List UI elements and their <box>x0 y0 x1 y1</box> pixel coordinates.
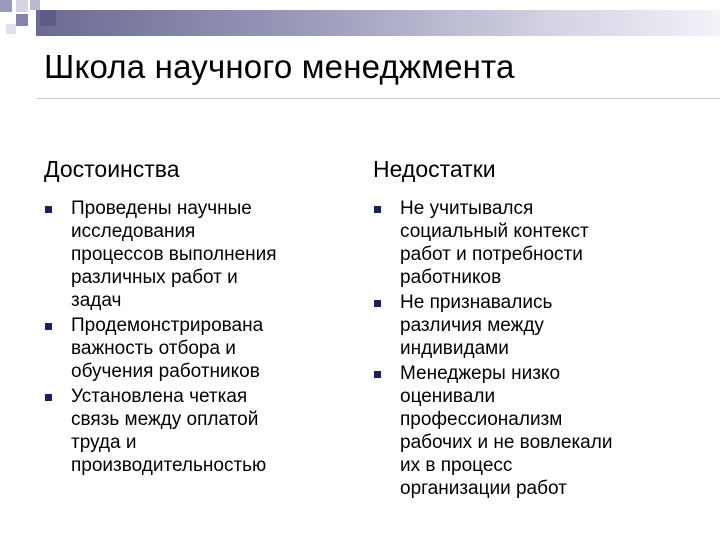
disadvantages-item-3-line-3: профессионализм <box>400 409 563 430</box>
square-bullet-icon <box>45 394 52 401</box>
advantages-heading: Достоинства <box>44 156 180 182</box>
advantages-item-3-line-1: Установлена четкая <box>71 386 248 407</box>
advantages-item-2 <box>44 314 344 383</box>
advantages-list <box>44 197 344 477</box>
disadvantages-item-3-line-4: рабочих и не вовлекали <box>400 432 613 453</box>
disadvantages-item-3-line-2: оценивали <box>400 386 496 407</box>
advantages-item-2-line-2: важность отбора и <box>71 338 236 359</box>
disadvantages-item-1-line-4: работников <box>400 267 502 288</box>
advantages-item-1-line-5: задач <box>71 290 122 311</box>
disadvantages-item-2-line-2: различия между <box>400 315 544 336</box>
disadvantages-item-3-line-1: Менеджеры низко <box>400 363 561 384</box>
square-bullet-icon <box>374 371 381 378</box>
square-bullet-icon <box>45 323 52 330</box>
advantages-item-1 <box>44 197 344 312</box>
disadvantages-heading: Недостатки <box>373 156 496 182</box>
advantages-column <box>44 156 344 479</box>
advantages-item-3-line-3: труда и <box>71 432 137 453</box>
disadvantages-item-1-line-2: социальный контекст <box>400 221 589 242</box>
advantages-item-1-line-3: процессов выполнения <box>71 244 277 265</box>
disadvantages-item-2-line-3: индивидами <box>400 338 509 359</box>
disadvantages-item-1-line-3: работ и потребности <box>400 244 583 265</box>
disadvantages-item-3-line-6: организации работ <box>400 478 567 499</box>
disadvantages-item-3-line-5: их в процесс <box>400 455 513 476</box>
advantages-item-3 <box>44 385 344 477</box>
disadvantages-item-2-line-1: Не признавались <box>400 292 553 313</box>
square-bullet-icon <box>45 206 52 213</box>
square-bullet-icon <box>374 206 381 213</box>
slide-title: Школа научного менеджмента <box>44 48 515 85</box>
disadvantages-item-1-line-1: Не учитывался <box>400 198 534 219</box>
disadvantages-item-3 <box>373 362 703 500</box>
square-bullet-icon <box>374 300 381 307</box>
advantages-item-2-line-1: Продемонстрирована <box>71 315 264 336</box>
title-divider <box>36 98 720 99</box>
advantages-item-1-line-4: различных работ и <box>71 267 238 288</box>
advantages-item-1-line-1: Проведены научные <box>71 198 252 219</box>
advantages-item-3-line-2: связь между оплатой <box>71 409 259 430</box>
disadvantages-list <box>373 197 703 500</box>
header-gradient-bar <box>36 10 720 36</box>
advantages-item-3-line-4: производительностью <box>71 455 267 476</box>
advantages-item-1-line-2: исследования <box>71 221 196 242</box>
advantages-item-2-line-3: обучения работников <box>71 361 260 382</box>
disadvantages-item-1 <box>373 197 703 289</box>
disadvantages-column <box>373 156 703 502</box>
disadvantages-item-2 <box>373 291 703 360</box>
